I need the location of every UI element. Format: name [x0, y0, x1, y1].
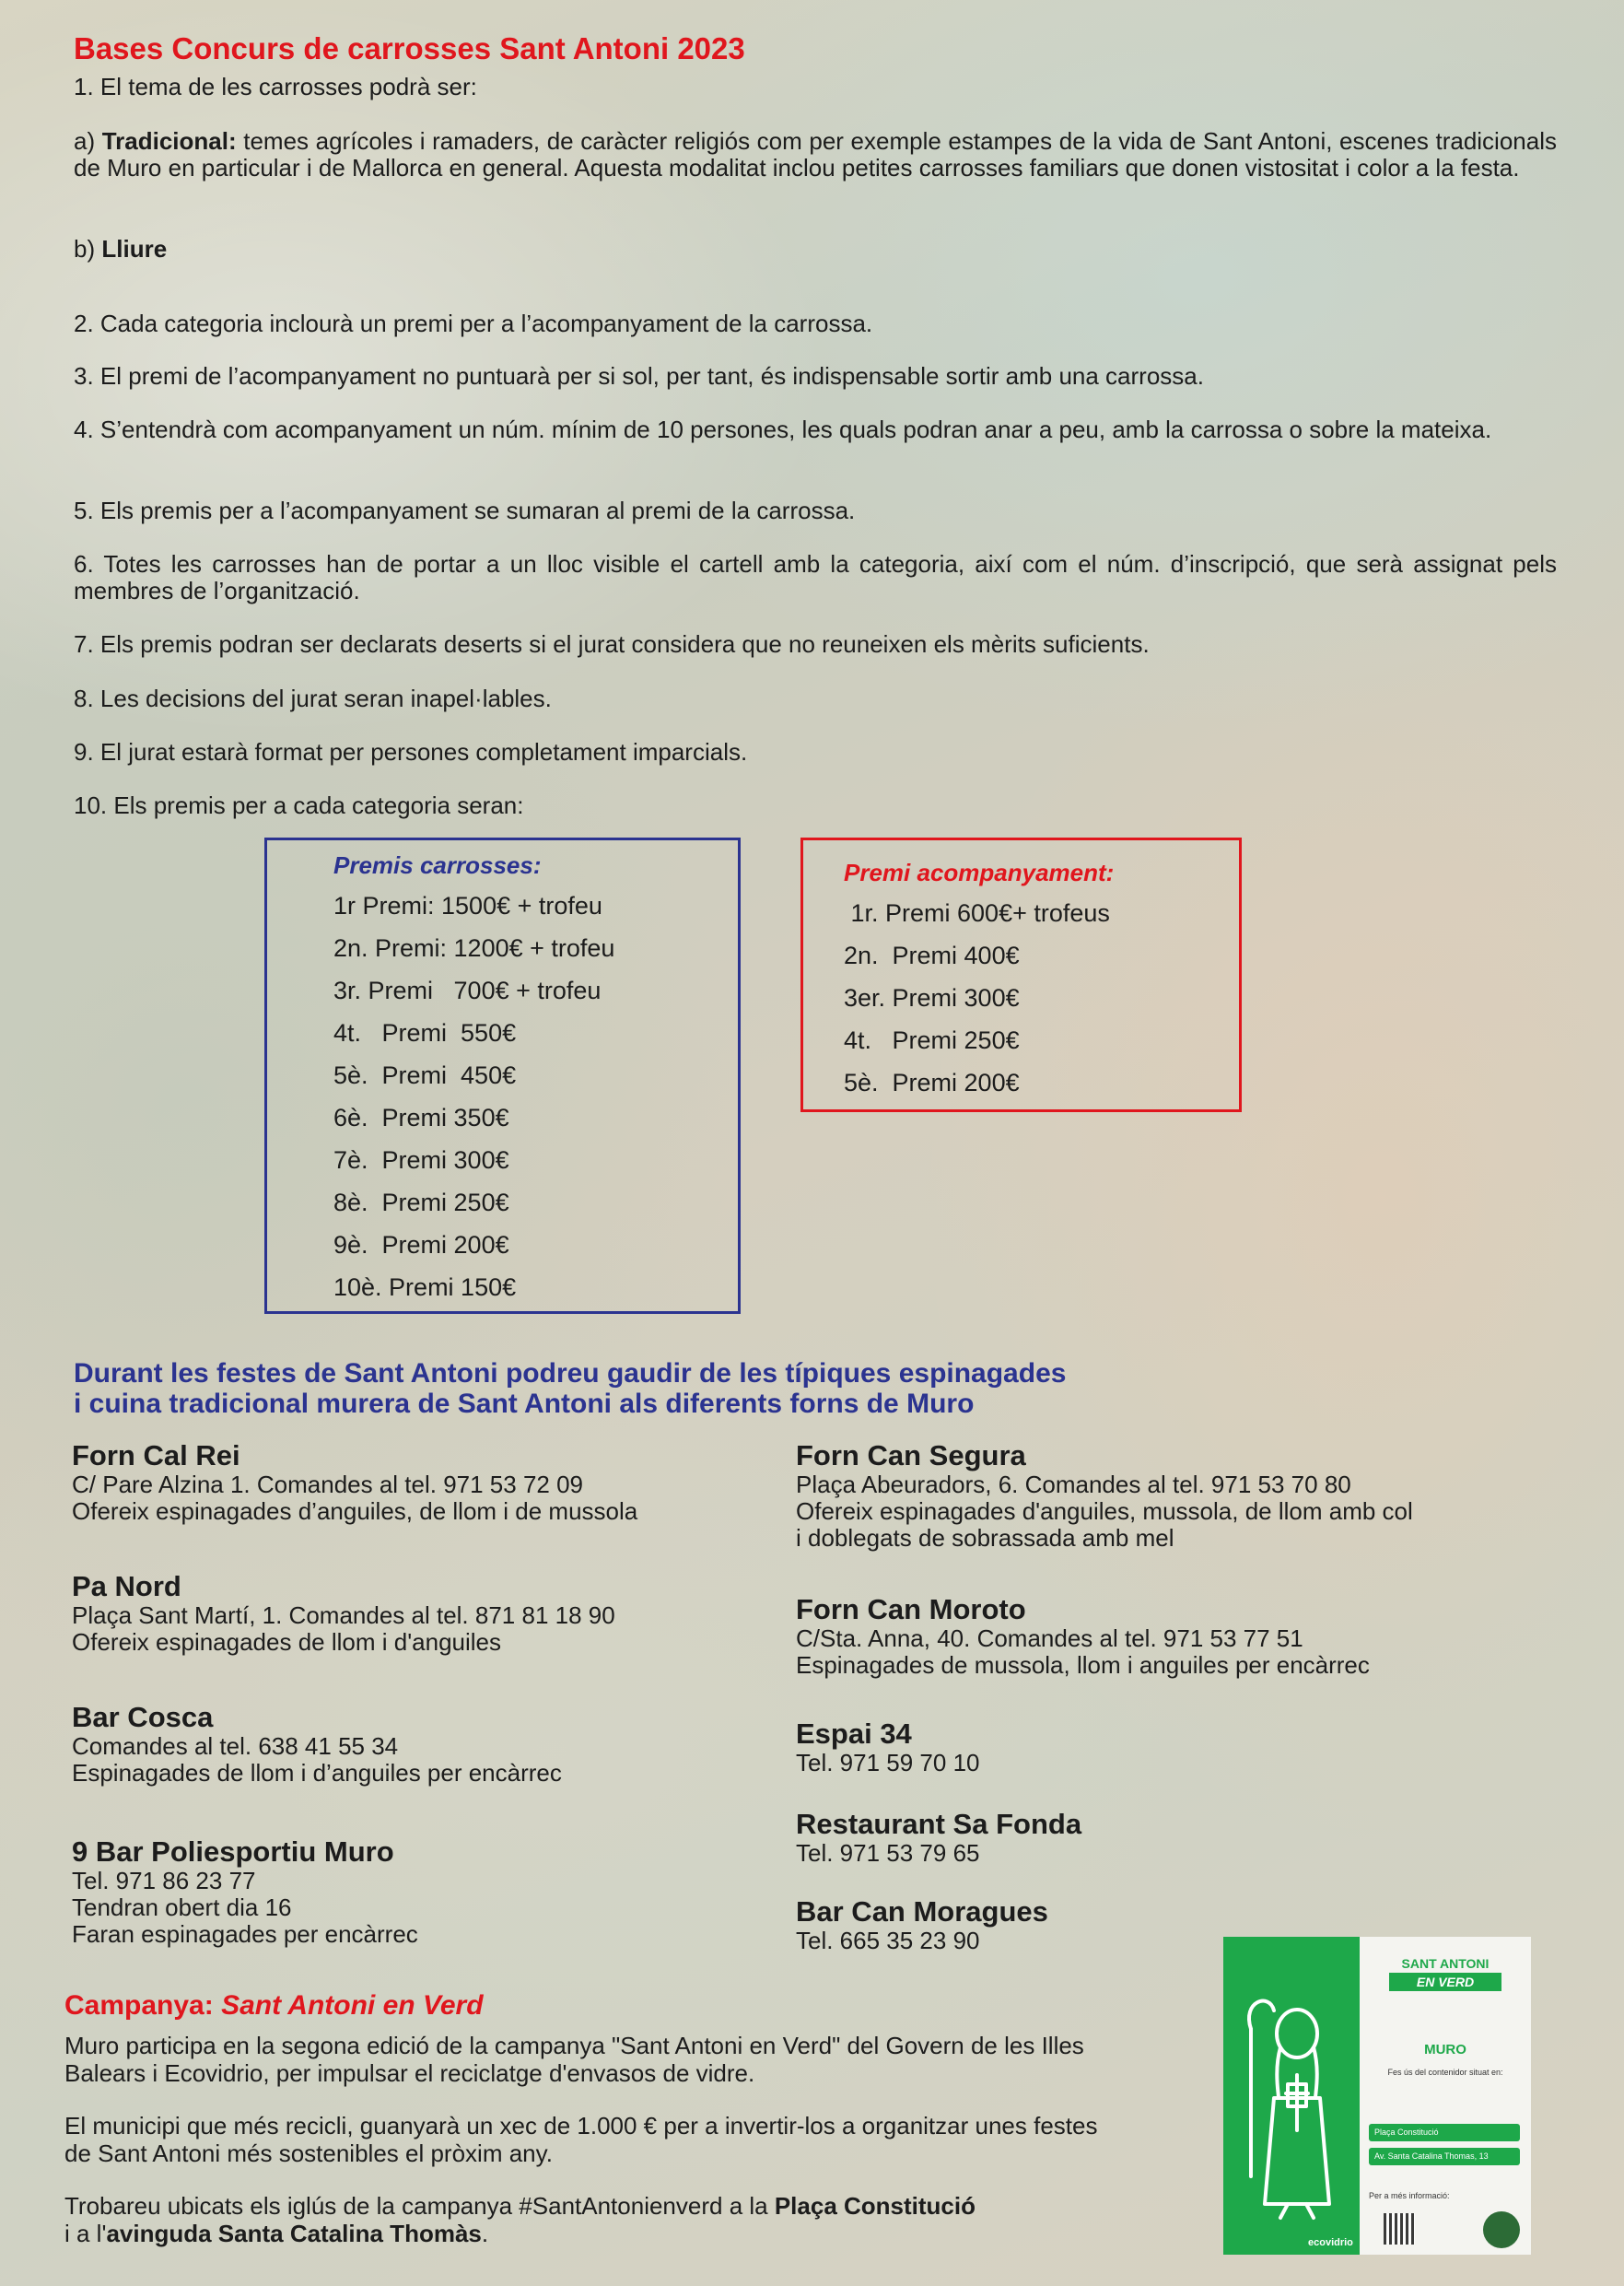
shop-line: Plaça Sant Martí, 1. Comandes al tel. 871 81 18 90 — [72, 1601, 615, 1629]
campaign-title — [64, 1990, 484, 2022]
rule-2: 2. Cada categoria inclourà un premi per a l’acompanyament de la carrossa. — [74, 310, 873, 337]
shop-line: Tendran obert dia 16 — [72, 1893, 292, 1921]
rule-5: 5. Els premis per a l’acompanyament se sumaran al premi de la carrossa. — [74, 497, 856, 524]
rule-4: 4. S’entendrà com acompanyament un núm. mínim de 10 persones, les quals podran anar a peu, amb la carrossa o sobre la mateixa. — [74, 416, 1492, 443]
shop-line: Espinagades de llom i d’anguiles per encàrrec — [72, 1759, 562, 1787]
campaign-p3 — [64, 2192, 1105, 2247]
shop-bar-poliesportiu — [72, 1836, 418, 1948]
shop-line: Tel. 665 35 23 90 — [796, 1927, 980, 1954]
rule-1b-prefix: b) — [74, 235, 96, 263]
rule-1a-bold: Tradicional: — [101, 127, 237, 155]
premi-carrossa-5: 5è. Premi 450€ — [333, 1061, 517, 1089]
shop-line: Tel. 971 53 79 65 — [796, 1839, 980, 1867]
campaign-title-italic: Sant Antoni en Verd — [221, 1990, 484, 2021]
campaign-p3-b: Plaça Constitució — [774, 2192, 976, 2220]
sant-antoni-figure-icon — [1223, 1937, 1360, 2255]
campaign-p3-c: i a l' — [64, 2220, 107, 2247]
rule-10: 10. Els premis per a cada categoria seran: — [74, 791, 524, 819]
rule-1a — [74, 128, 1557, 182]
campaign-p3-e: . — [481, 2220, 489, 2247]
poster-title: SANT ANTONI — [1401, 1956, 1490, 1971]
shop-bar-cosca — [72, 1702, 562, 1787]
poster-badge: EN VERD — [1389, 1973, 1501, 1991]
shop-name: Restaurant Sa Fonda — [796, 1808, 1082, 1840]
shop-name: Espai 34 — [796, 1717, 912, 1750]
poster-note: Fes ús del contenidor situat en: — [1387, 2068, 1503, 2077]
rule-8: 8. Les decisions del jurat seran inapel·lables. — [74, 685, 552, 712]
poster-more-info: Per a més informació: — [1369, 2191, 1450, 2200]
shop-name: Forn Can Moroto — [796, 1593, 1026, 1625]
shop-line: i doblegats de sobrassada amb mel — [796, 1524, 1174, 1552]
campaign-p3-a: Trobareu ubicats els iglús de la campanya #SantAntonienverd a la — [64, 2192, 775, 2220]
forns-headline-2: i cuina tradicional murera de Sant Antoni als diferents forns de Muro — [74, 1389, 975, 1419]
premis-carrosses-title: Premis carrosses: — [333, 851, 542, 879]
rule-1a-prefix: a) — [74, 127, 96, 155]
shop-line: Plaça Abeuradors, 6. Comandes al tel. 971 53 70 80 — [796, 1471, 1351, 1498]
premi-carrossa-3: 3r. Premi 700€ + trofeu — [333, 977, 602, 1004]
shop-name: Bar Can Moragues — [796, 1895, 1048, 1928]
shop-line: Comandes al tel. 638 41 55 34 — [72, 1732, 399, 1760]
shop-forn-can-segura — [796, 1440, 1413, 1552]
rule-3: 3. El premi de l’acompanyament no puntuarà per si sol, per tant, és indispensable sortir amb una carrossa. — [74, 362, 1204, 390]
shop-line: C/Sta. Anna, 40. Comandes al tel. 971 53 77 51 — [796, 1624, 1303, 1652]
campaign-title-prefix: Campanya: — [64, 1990, 222, 2021]
rule-9: 9. El jurat estarà format per persones completament imparcials. — [74, 738, 748, 766]
premi-carrossa-10: 10è. Premi 150€ — [333, 1273, 517, 1301]
poster-brand: ecovidrio — [1308, 2237, 1353, 2248]
premi-acomp-4: 4t. Premi 250€ — [844, 1026, 1020, 1054]
shop-line: C/ Pare Alzina 1. Comandes al tel. 971 53 72 09 — [72, 1471, 584, 1498]
rule-6: 6. Totes les carrosses han de portar a un lloc visible el cartell amb la categoria, així com el núm. d’inscripció, que serà assignat pels membres de l’organització. — [74, 550, 1557, 604]
shop-line: Ofereix espinagades de llom i d'anguiles — [72, 1628, 502, 1656]
campaign-p3-d: avinguda Santa Catalina Thomàs — [106, 2220, 482, 2247]
qr-code-icon — [1384, 2213, 1415, 2245]
shop-line: Espinagades de mussola, llom i anguiles per encàrrec — [796, 1651, 1370, 1679]
shop-line: Tel. 971 59 70 10 — [796, 1749, 980, 1776]
shop-line: Faran espinagades per encàrrec — [72, 1920, 418, 1948]
igloo-icon — [1483, 2211, 1520, 2248]
shop-name: Forn Can Segura — [796, 1439, 1026, 1471]
shop-restaurant-sa-fonda — [796, 1809, 1081, 1867]
shop-forn-can-moroto — [796, 1594, 1370, 1679]
premi-carrossa-8: 8è. Premi 250€ — [333, 1189, 509, 1216]
poster-town: MURO — [1424, 2042, 1466, 2057]
premi-carrossa-6: 6è. Premi 350€ — [333, 1104, 509, 1131]
poster-location-1: Plaça Constitució — [1369, 2124, 1520, 2141]
shop-bar-can-moragues — [796, 1896, 1048, 1954]
shop-name: Pa Nord — [72, 1570, 181, 1602]
premi-carrossa-1: 1r Premi: 1500€ + trofeu — [333, 892, 602, 920]
rule-1: 1. El tema de les carrosses podrà ser: — [74, 73, 477, 100]
premi-carrossa-2: 2n. Premi: 1200€ + trofeu — [333, 934, 615, 962]
page-title: Bases Concurs de carrosses Sant Antoni 2023 — [74, 31, 745, 65]
campaign-p1: Muro participa en la segona edició de la campanya "Sant Antoni en Verd" del Govern de les Illes Balears i Ecovidrio, per impulsar el reciclatge d'envasos de vidre. — [64, 2032, 1084, 2087]
premi-carrossa-4: 4t. Premi 550€ — [333, 1019, 517, 1047]
shop-forn-cal-rei — [72, 1440, 637, 1525]
premi-acomp-3: 3er. Premi 300€ — [844, 984, 1020, 1012]
rule-1b-bold: Lliure — [101, 235, 168, 263]
forns-headline-1: Durant les festes de Sant Antoni podreu gaudir de les típiques espinagades — [74, 1358, 1067, 1389]
premi-carrossa-7: 7è. Premi 300€ — [333, 1146, 509, 1174]
poster-panel — [1360, 1937, 1531, 2255]
shop-line: Tel. 971 86 23 77 — [72, 1867, 256, 1894]
rule-7: 7. Els premis podran ser declarats deserts si el jurat considera que no reuneixen els mèrits suficients. — [74, 630, 1150, 658]
rule-1a-text: temes agrícoles i ramaders, de caràcter religiós com per exemple estampes de la vida de Sant Antoni, escenes tradicionals de Muro en particular i de Mallorca en general. Aquesta modalitat inclou petites carrosses familiars que donen vistositat i color a la festa. — [74, 127, 1557, 182]
shop-line: Ofereix espinagades d'anguiles, mussola, de llom amb col — [796, 1497, 1413, 1525]
rule-1b — [74, 236, 1557, 263]
premi-acomp-2: 2n. Premi 400€ — [844, 942, 1020, 969]
shop-pa-nord — [72, 1571, 615, 1656]
premi-acomp-1: 1r. Premi 600€+ trofeus — [844, 899, 1110, 927]
shop-name: 9 Bar Poliesportiu Muro — [72, 1835, 394, 1868]
shop-line: Ofereix espinagades d’anguiles, de llom i de mussola — [72, 1497, 638, 1525]
premi-carrossa-9: 9è. Premi 200€ — [333, 1231, 509, 1259]
campaign-poster — [1223, 1937, 1531, 2255]
campaign-p2: El municipi que més recicli, guanyarà un xec de 1.000 € per a invertir-los a organitzar unes festes de Sant Antoni més sostenibles el pròxim any. — [64, 2112, 1098, 2167]
premi-acomp-5: 5è. Premi 200€ — [844, 1069, 1020, 1096]
poster-location-2: Av. Santa Catalina Thomas, 13 — [1369, 2148, 1520, 2165]
shop-name: Forn Cal Rei — [72, 1439, 240, 1471]
premi-acompanyament-title: Premi acompanyament: — [844, 859, 1115, 886]
shop-espai-34 — [796, 1718, 980, 1776]
shop-name: Bar Cosca — [72, 1701, 214, 1733]
